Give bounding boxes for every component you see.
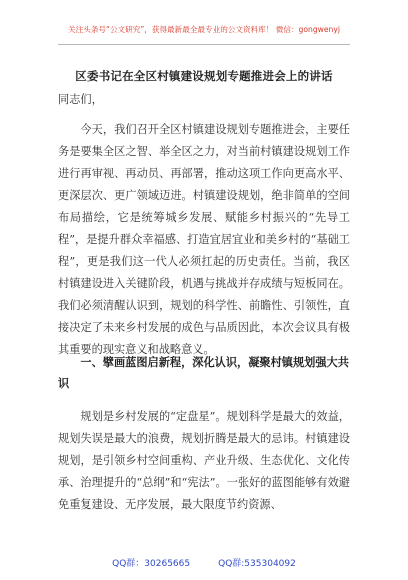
footer-contacts xyxy=(0,556,408,569)
footer-qq-group-1: QQ群：30265665 xyxy=(112,559,191,569)
footer-qq-group-2: QQ群:535304092 xyxy=(218,559,296,569)
document-title: 区委书记在全区村镇建设规划专题推进会上的讲话 xyxy=(75,69,333,83)
salutation: 同志们， xyxy=(58,93,103,106)
header-divider xyxy=(58,44,350,45)
section-heading-1: 一、擘画蓝图启新程，深化认识，凝聚村镇规划强大共识 xyxy=(58,355,349,390)
body-paragraph-2: 规划是乡村发展的“定盘星”。规划科学是最大的效益，规划失误是最大的浪费，规划折腾是最大的忌讳。村镇建设规划，是引领乡村空间重构、产业升级、生态优化、文化传承、治理提升的“总纲”和“宪法”。一张好的蓝图能够有效避免重复建设、无序发展，最大限度节约资源、 xyxy=(58,410,350,511)
header-banner: 关注头条号“公文研究”，获得最新最全最专业的公文资料库！ 微信：gongwenyj xyxy=(68,25,340,34)
body-paragraph-1: 今天，我们召开全区村镇建设规划专题推进会，主要任务是要集全区之智、举全区之力，对当前村镇建设规划工作进行再审视、再动员、再部署，推动这项工作向更高水平、更深层次、更广领域迈进。村镇建设规划，绝非简单的空间布局描绘，它是统筹城乡发展、赋能乡村振兴的“先导工程”，是提升群众幸福感、打造宜居宜业和美乡村的“基础工程”，更是我们这一代人必须扛起的历史责任。当前，我区村镇建设进入关键阶段，机遇与挑战并存成绩与短板同在。我们必须清醒认识到，规划的科学性、前瞻性、引领性，直接决定了未来乡村发展的成色与品质因此，本次会议具有极其重要的现实意义和战略意义。 xyxy=(58,123,350,356)
